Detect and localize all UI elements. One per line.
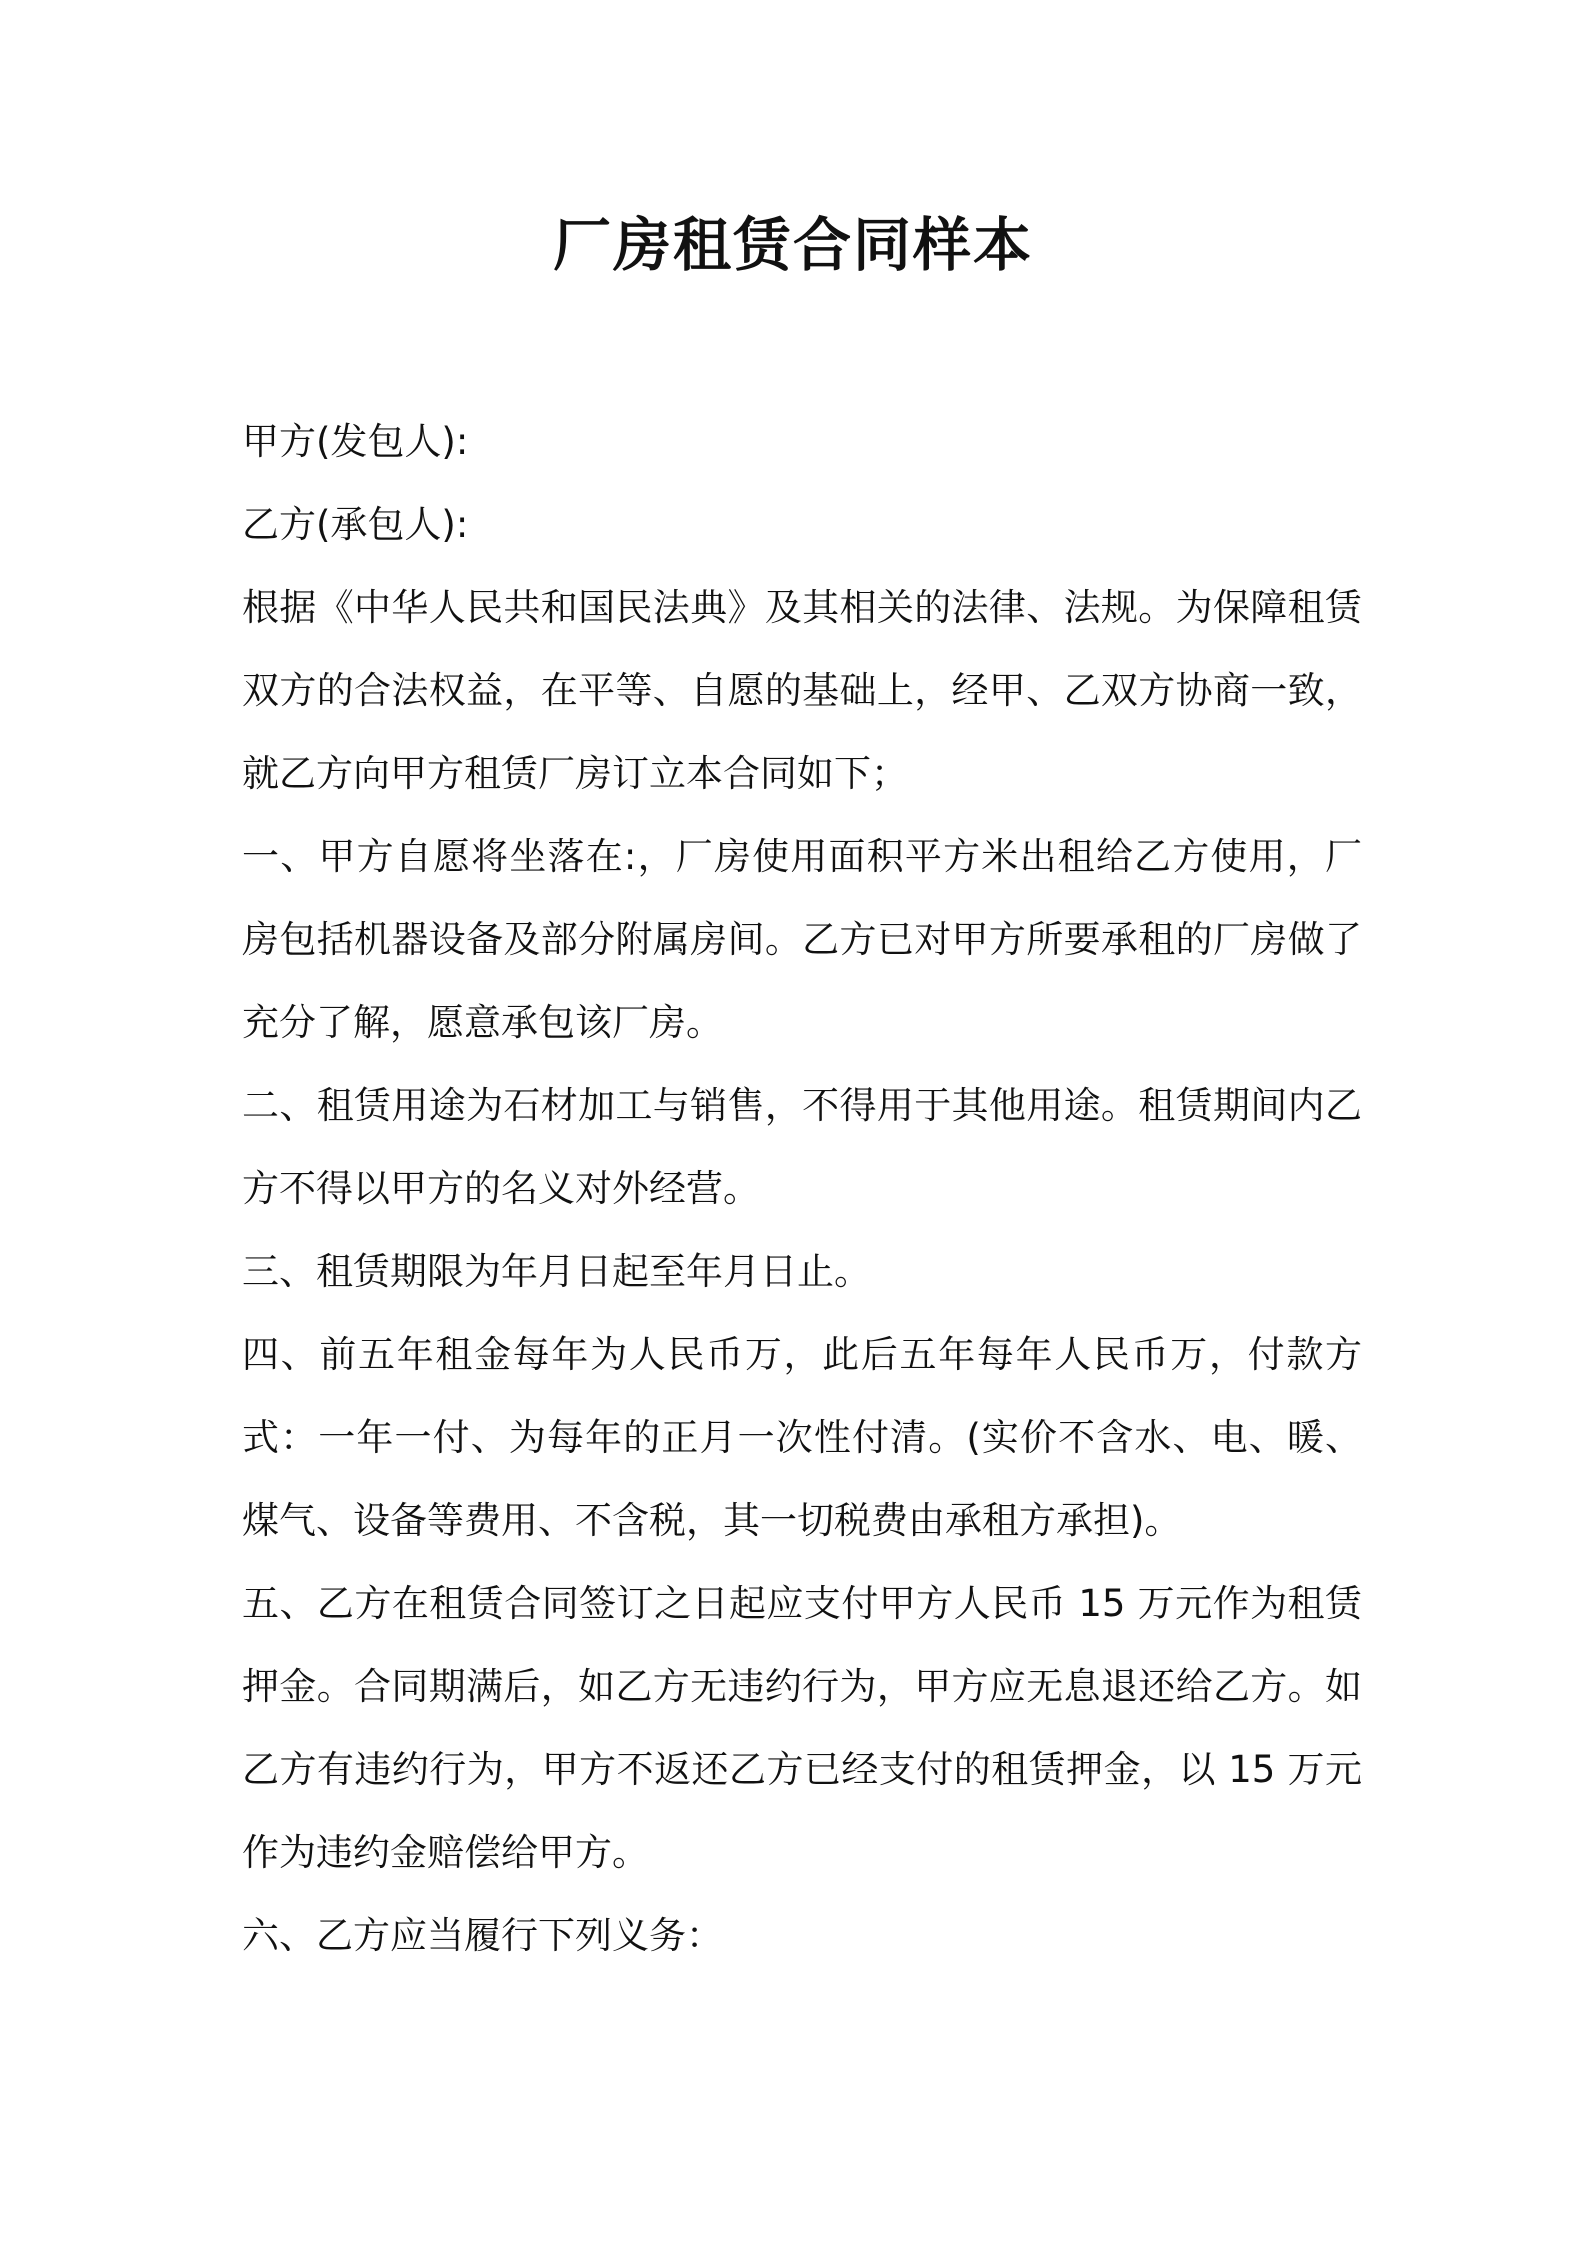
party-b-line: 乙方(承包人): <box>242 503 469 546</box>
party-a-line: 甲方(发包人): <box>242 420 469 463</box>
clause-4-paragraph: 四、前五年租金每年为人民币万，此后五年每年人民币万，付款方式：一年一付、为每年的正月一次性付清。(实价不含水、电、暖、煤气、设备等费用、不含税，其一切税费由承租方承担)。 <box>242 1333 1362 1542</box>
clause-6-paragraph: 六、乙方应当履行下列义务： <box>242 1914 723 1957</box>
preamble-paragraph: 根据《中华人民共和国民法典》及其相关的法律、法规。为保障租赁双方的合法权益，在平等、自愿的基础上，经甲、乙双方协商一致，就乙方向甲方租赁厂房订立本合同如下； <box>242 586 1362 795</box>
clause-5-paragraph: 五、乙方在租赁合同签订之日起应支付甲方人民币 15 万元作为租赁押金。合同期满后，如乙方无违约行为，甲方应无息退还给乙方。如乙方有违约行为，甲方不返还乙方已经支付的租赁押金，以 15 万元作为违约金赔偿给甲方。 <box>242 1582 1362 1874</box>
document-body <box>242 400 1362 1977</box>
clause-2-paragraph: 二、租赁用途为石材加工与销售，不得用于其他用途。租赁期间内乙方不得以甲方的名义对外经营。 <box>242 1084 1362 1210</box>
clause-1-paragraph: 一、甲方自愿将坐落在:，厂房使用面积平方米出租给乙方使用，厂房包括机器设备及部分附属房间。乙方已对甲方所要承租的厂房做了充分了解，愿意承包该厂房。 <box>242 835 1362 1044</box>
clause-3-paragraph: 三、租赁期限为年月日起至年月日止。 <box>242 1250 871 1293</box>
document-title: 厂房租赁合同样本 <box>552 211 1033 279</box>
